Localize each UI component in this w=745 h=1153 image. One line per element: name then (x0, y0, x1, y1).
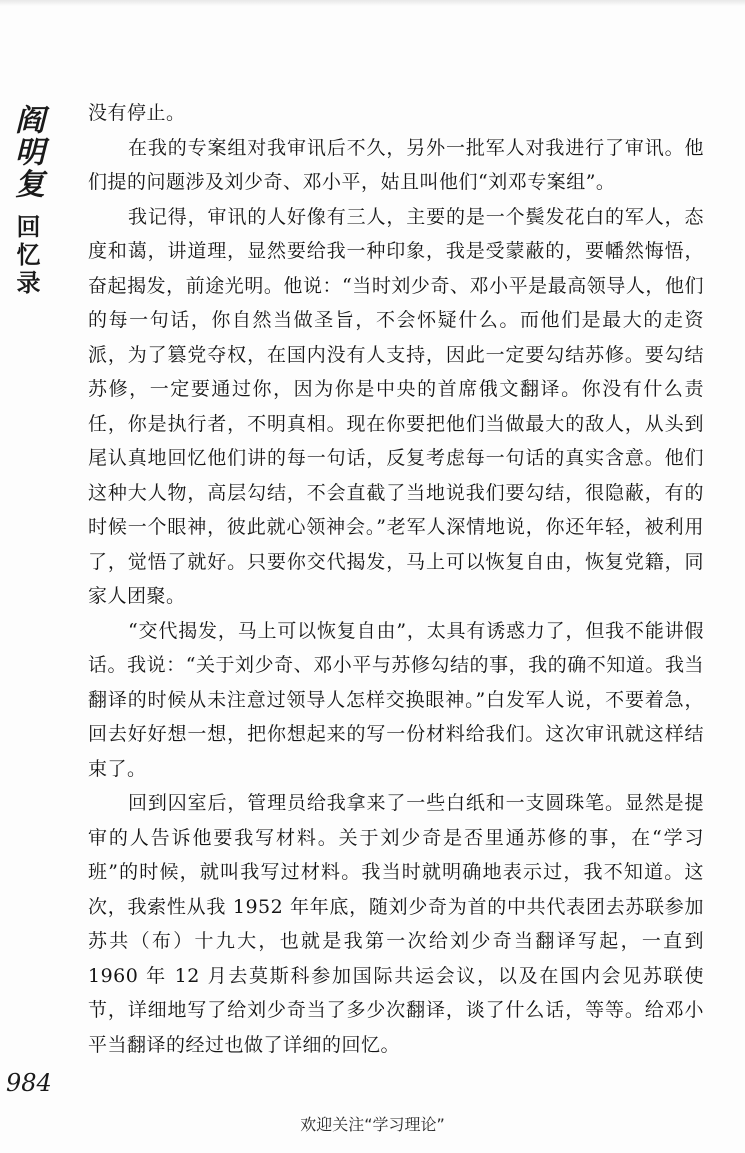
page-number: 984 (6, 1069, 52, 1097)
paragraph: 在我的专案组对我审讯后不久，另外一批军人对我进行了审讯。他们提的问题涉及刘少奇、邓小平，姑且叫他们“刘邓专案组”。 (88, 136, 704, 193)
paragraph: 我记得，审讯的人好像有三人，主要的是一个鬓发花白的军人，态度和蔼，讲道理，显然要给我一种印象，我是受蒙蔽的，要幡然悔悟，奋起揭发，前途光明。他说：“当时刘少奇、邓小平是最高领导人，他们的每一句话，你自然当做圣旨，不会怀疑什么。而他们是最大的走资派，为了篡党夺权，在国内没有人支持，因此一定要勾结苏修。要勾结苏修，一定要通过你，因为你是中央的首席俄文翻译。你没有什么责任，你是执行者，不明真相。现在你要把他们当做最大的敌人，从头到尾认真地回忆他们讲的每一句话，反复考虑每一句话的真实含意。他们这种大人物，高层勾结，不会直截了当地说我们要勾结，很隐蔽，有的时候一个眼神，彼此就心领神会。”老军人深情地说，你还年轻，被利用了，觉悟了就好。只要你交代揭发，马上可以恢复自由，恢复党籍，同家人团聚。 (88, 205, 704, 607)
running-head-tab (0, 104, 52, 298)
page-top-edge (0, 0, 745, 6)
book-title: 回忆录 (12, 214, 40, 298)
paragraph: 没有停止。 (88, 102, 186, 124)
body-text (88, 96, 704, 1062)
footer-watermark-text: 欢迎关注“学习理论” (300, 1115, 445, 1134)
paragraph: 回到囚室后，管理员给我拿来了一些白纸和一支圆珠笔。显然是提审的人告诉他要我写材料。关于刘少奇是否里通苏修的事，在“学习班”的时候，就叫我写过材料。我当时就明确地表示过，我不知道。这次，我索性从我 1952 年年底，随刘少奇为首的中共代表团去苏联参加苏共（布）十九大，也就是我第一次给刘少奇当翻译写起，一直到 1960 年 12 月去莫斯科参加国际共运会议，以及在国内会见苏联使节，详细地写了给刘少奇当了多少次翻译，谈了什么话，等等。给邓小平当翻译的经过也做了详细的回忆。 (88, 792, 704, 1056)
author-name: 阎明复 (9, 104, 44, 200)
paragraph: “交代揭发，马上可以恢复自由”，太具有诱惑力了，但我不能讲假话。我说：“关于刘少奇、邓小平与苏修勾结的事，我的确不知道。我当翻译的时候从未注意过领导人怎样交换眼神。”白发军人说，不要着急，回去好好想一想，把你想起来的写一份材料给我们。这次审讯就这样结束了。 (88, 619, 704, 780)
